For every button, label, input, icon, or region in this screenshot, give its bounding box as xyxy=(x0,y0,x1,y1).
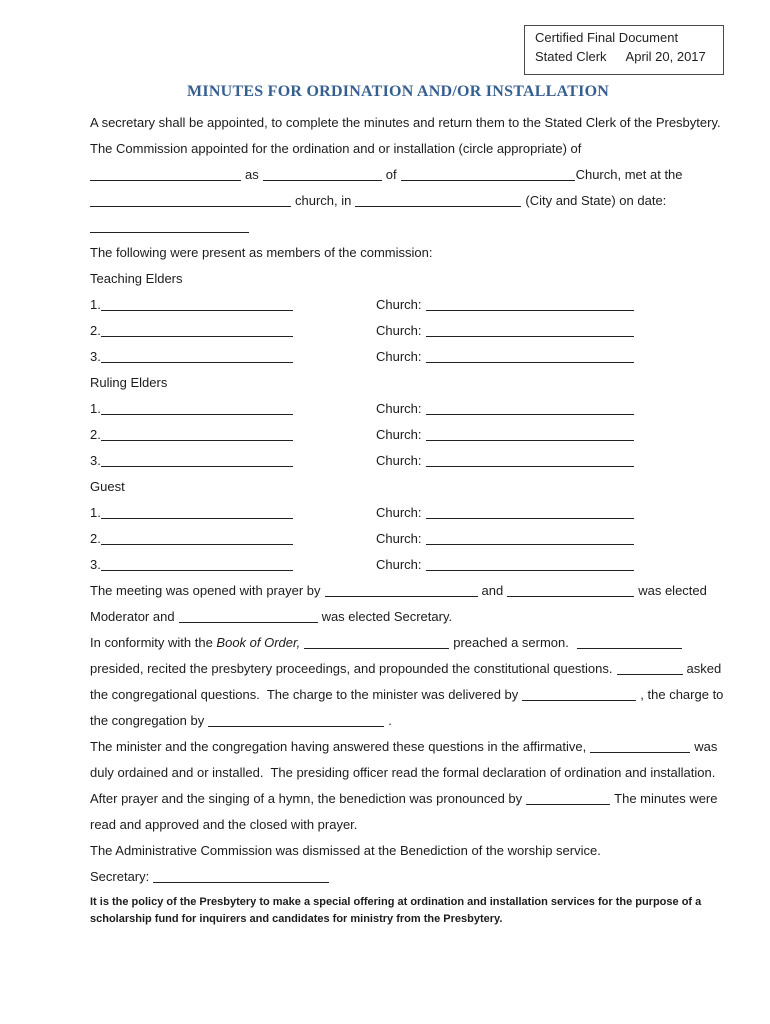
teaching-elder-row xyxy=(90,344,760,370)
book-of-order-text: Book of Order, xyxy=(216,635,301,650)
teaching-elder-3-church-blank[interactable] xyxy=(426,344,634,363)
church-label: Church: xyxy=(376,427,422,442)
row-number: 3. xyxy=(90,557,101,572)
guest-3-name-blank[interactable] xyxy=(101,552,293,571)
guest-1-church-blank[interactable] xyxy=(426,500,634,519)
teaching-elder-row xyxy=(90,318,760,344)
ruling-elder-3-name-blank[interactable] xyxy=(101,448,293,467)
ordained-line xyxy=(90,760,760,786)
office-blank[interactable] xyxy=(263,162,382,181)
secretary-name-blank[interactable] xyxy=(179,604,318,623)
secretary-signature-line xyxy=(90,864,760,890)
charge-congregation-line xyxy=(90,708,760,734)
and-text: and xyxy=(481,583,504,598)
guest-row xyxy=(90,552,760,578)
city-state-blank[interactable] xyxy=(355,188,521,207)
charge-minister-text: the congregational questions. The charge to the minister was delivered by xyxy=(90,687,519,702)
teaching-elder-1-name-blank[interactable] xyxy=(101,292,293,311)
teaching-elder-name-cell xyxy=(90,318,376,344)
benediction-text: After prayer and the singing of a hymn, the benediction was pronounced by xyxy=(90,791,523,806)
row-number: 2. xyxy=(90,323,101,338)
ruling-elder-2-name-blank[interactable] xyxy=(101,422,293,441)
minutes-body xyxy=(90,110,760,890)
teaching-elder-church-cell xyxy=(376,292,638,318)
ruling-elder-church-cell xyxy=(376,422,638,448)
church-label: Church: xyxy=(376,557,422,572)
teaching-elder-2-name-blank[interactable] xyxy=(101,318,293,337)
guest-3-church-blank[interactable] xyxy=(426,552,634,571)
row-number: 3. xyxy=(90,349,101,364)
ruling-elder-row xyxy=(90,448,760,474)
was-text: was xyxy=(694,739,718,754)
approved-line xyxy=(90,812,760,838)
presided-line xyxy=(90,656,760,682)
guest-name-cell xyxy=(90,500,376,526)
moderator-name-blank[interactable] xyxy=(507,578,634,597)
teaching-elder-1-church-blank[interactable] xyxy=(426,292,634,311)
ruling-elder-1-church-blank[interactable] xyxy=(426,396,634,415)
ruling-elder-1-name-blank[interactable] xyxy=(101,396,293,415)
meeting-date-blank[interactable] xyxy=(90,214,249,233)
guest-row xyxy=(90,526,760,552)
certification-date: April 20, 2017 xyxy=(625,49,706,64)
appointment-line xyxy=(90,110,760,136)
minutes-were-text: The minutes were xyxy=(614,791,718,806)
charge-minister-line xyxy=(90,682,760,708)
presiding-officer-blank[interactable] xyxy=(577,630,682,649)
elected-secretary-text: was elected Secretary. xyxy=(321,609,453,624)
guest-heading: Guest xyxy=(90,479,125,494)
as-text: as xyxy=(245,167,259,182)
row-number: 1. xyxy=(90,401,101,416)
guest-row xyxy=(90,500,760,526)
ruling-elder-3-church-blank[interactable] xyxy=(426,448,634,467)
prayer-leader-blank[interactable] xyxy=(325,578,478,597)
sermon-line xyxy=(90,630,760,656)
church-label: Church: xyxy=(376,531,422,546)
row-number: 1. xyxy=(90,505,101,520)
guest-name-cell xyxy=(90,526,376,552)
ruling-elder-2-church-blank[interactable] xyxy=(426,422,634,441)
moderator-line xyxy=(90,604,760,630)
certification-row xyxy=(535,28,723,47)
row-number: 2. xyxy=(90,427,101,442)
candidate-name-blank[interactable] xyxy=(90,162,241,181)
meeting-church-blank[interactable] xyxy=(90,188,291,207)
opened-by-text: The meeting was opened with prayer by xyxy=(90,583,321,598)
policy-note xyxy=(90,894,701,928)
commission-text: The Commission appointed for the ordination and or installation (circle appropriate) of xyxy=(90,141,582,156)
stated-clerk-label: Stated Clerk xyxy=(535,49,607,64)
guest-2-name-blank[interactable] xyxy=(101,526,293,545)
teaching-elders-heading: Teaching Elders xyxy=(90,271,183,286)
was-elected-text: was elected xyxy=(638,583,707,598)
congregation-charge-blank[interactable] xyxy=(208,708,384,727)
charge-to-text: , the charge to xyxy=(640,687,724,702)
preached-text: preached a sermon. xyxy=(453,635,569,650)
church-in-text: church, in xyxy=(295,193,352,208)
moderator-and-text: Moderator and xyxy=(90,609,175,624)
policy-line: scholarship fund for inquirers and candidates for ministry from the Presbytery. xyxy=(90,913,503,925)
row-number: 1. xyxy=(90,297,101,312)
presided-text: presided, recited the presbytery proceedings, and propounded the constitutional questions. xyxy=(90,661,613,676)
meeting-date-line xyxy=(90,214,760,240)
benediction-blank[interactable] xyxy=(526,786,610,805)
teaching-elder-church-cell xyxy=(376,318,638,344)
asked-text: asked xyxy=(686,661,722,676)
ruling-elder-row xyxy=(90,422,760,448)
affirmative-text: The minister and the congregation having answered these questions in the affirmative, xyxy=(90,739,587,754)
teaching-elder-church-cell xyxy=(376,344,638,370)
guest-2-church-blank[interactable] xyxy=(426,526,634,545)
opening-prayer-line xyxy=(90,578,760,604)
row-number: 3. xyxy=(90,453,101,468)
guest-heading-line xyxy=(90,474,760,500)
guest-church-cell xyxy=(376,552,638,578)
church-name-blank[interactable] xyxy=(401,162,575,181)
dismissed-line xyxy=(90,838,760,864)
stated-clerk-row xyxy=(535,47,723,66)
members-heading: The following were present as members of the commission: xyxy=(90,245,433,260)
city-state-date-text: (City and State) on date: xyxy=(525,193,667,208)
guest-church-cell xyxy=(376,500,638,526)
ruling-elder-church-cell xyxy=(376,396,638,422)
congregation-by-text: the congregation by xyxy=(90,713,205,728)
preacher-blank[interactable] xyxy=(304,630,449,649)
benediction-line xyxy=(90,786,760,812)
ruling-elder-row xyxy=(90,396,760,422)
commission-line xyxy=(90,136,760,162)
dismissed-text: The Administrative Commission was dismissed at the Benediction of the worship service. xyxy=(90,843,601,858)
ruling-elder-name-cell xyxy=(90,396,376,422)
church-label: Church: xyxy=(376,297,422,312)
ruling-elder-name-cell xyxy=(90,422,376,448)
ruling-elder-church-cell xyxy=(376,448,638,474)
church-label: Church: xyxy=(376,349,422,364)
guest-name-cell xyxy=(90,552,376,578)
period-text: . xyxy=(388,713,392,728)
teaching-elders-heading-line xyxy=(90,266,760,292)
of-text: of xyxy=(385,167,397,182)
teaching-elder-name-cell xyxy=(90,292,376,318)
guest-church-cell xyxy=(376,526,638,552)
guest-1-name-blank[interactable] xyxy=(101,500,293,519)
certification-label: Certified Final Document xyxy=(535,30,679,45)
ordained-text: duly ordained and or installed. The presiding officer read the formal declaration of ordination and installation. xyxy=(90,765,716,780)
affirmative-line xyxy=(90,734,760,760)
church-label: Church: xyxy=(376,453,422,468)
ruling-elders-heading-line xyxy=(90,370,760,396)
policy-line: It is the policy of the Presbytery to make a special offering at ordination and installation services for the purpose of a xyxy=(90,896,702,908)
certification-box xyxy=(524,25,724,75)
ruling-elder-name-cell xyxy=(90,448,376,474)
church-label: Church: xyxy=(376,323,422,338)
meeting-place-line xyxy=(90,188,760,214)
document-title: MINUTES FOR ORDINATION AND/OR INSTALLATION xyxy=(187,83,610,100)
church-label: Church: xyxy=(376,401,422,416)
church-label: Church: xyxy=(376,505,422,520)
questioner-blank[interactable] xyxy=(617,656,683,675)
teaching-elder-name-cell xyxy=(90,344,376,370)
appointment-text: A secretary shall be appointed, to complete the minutes and return them to the Stated Clerk of the Presbytery. xyxy=(90,115,721,130)
members-heading-line xyxy=(90,240,760,266)
minister-charge-blank[interactable] xyxy=(522,682,636,701)
secretary-label: Secretary: xyxy=(90,869,150,884)
ruling-elders-heading: Ruling Elders xyxy=(90,375,168,390)
secretary-signature-blank[interactable] xyxy=(153,864,329,883)
teaching-elder-2-church-blank[interactable] xyxy=(426,318,634,337)
ordinand-blank[interactable] xyxy=(590,734,690,753)
approved-text: read and approved and the closed with prayer. xyxy=(90,817,358,832)
church-met-text: Church, met at the xyxy=(575,167,683,182)
teaching-elder-row xyxy=(90,292,760,318)
conformity-text: In conformity with the xyxy=(90,635,213,650)
teaching-elder-3-name-blank[interactable] xyxy=(101,344,293,363)
candidate-line xyxy=(90,162,760,188)
row-number: 2. xyxy=(90,531,101,546)
